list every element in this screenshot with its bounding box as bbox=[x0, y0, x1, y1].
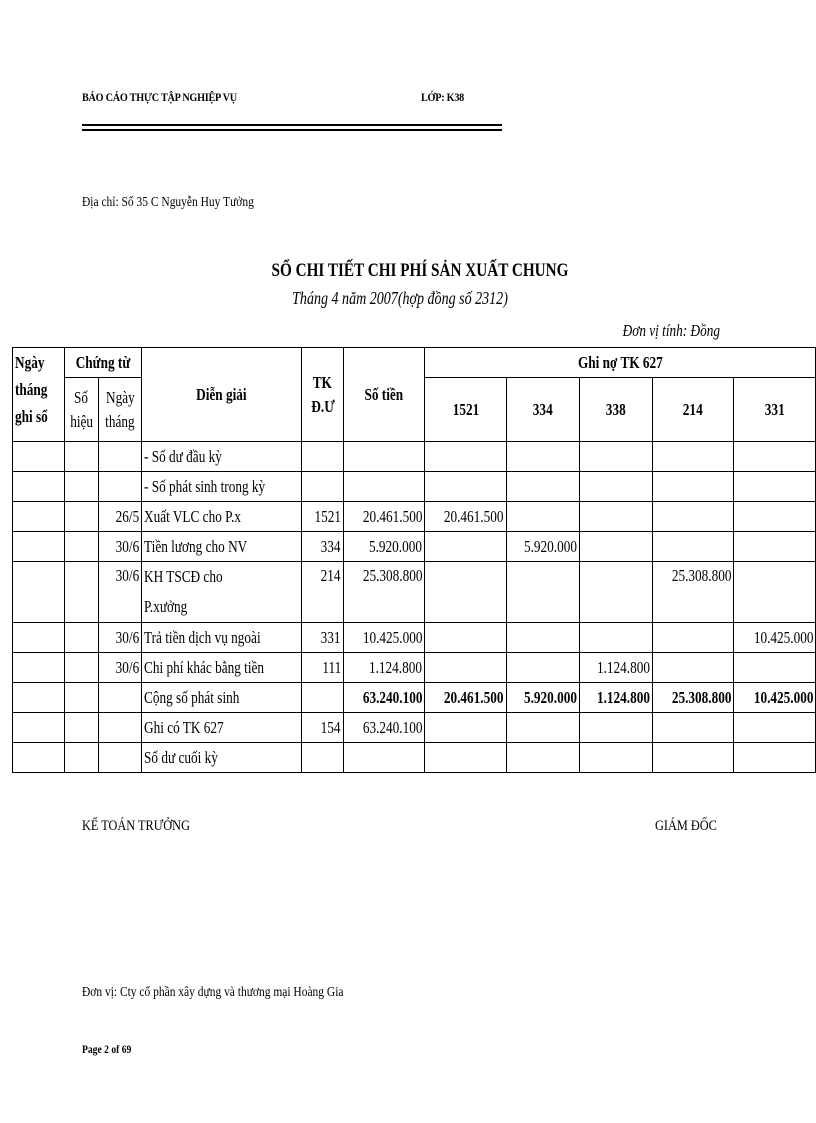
col-header-1521: 1521 bbox=[425, 378, 507, 442]
header-tk-line2: Đ.Ư bbox=[310, 396, 335, 416]
cell-dien-giai: - Số phát sinh trong kỳ bbox=[142, 472, 302, 502]
header-rule-top bbox=[82, 124, 502, 126]
report-title: BÁO CÁO THỰC TẬP NGHIỆP VỤ bbox=[82, 90, 237, 104]
page-number: Page 2 of 69 bbox=[82, 1042, 132, 1056]
cell-331 bbox=[734, 653, 816, 683]
table-row bbox=[13, 442, 816, 472]
cell-1521 bbox=[425, 743, 507, 773]
cell-ngay-ghi bbox=[13, 743, 65, 773]
col-header-chung-tu: Chứng từ bbox=[64, 348, 142, 378]
table-row bbox=[13, 713, 816, 743]
cell-331 bbox=[734, 502, 816, 532]
cell-334 bbox=[506, 623, 579, 653]
header-ngay-line1: Ngày bbox=[15, 353, 45, 372]
col-header-ghi-no: Ghi nợ TK 627 bbox=[425, 348, 816, 378]
cell-so-tien: 1.124.800 bbox=[343, 653, 425, 683]
cell-ngay bbox=[99, 683, 142, 713]
cell-1521: 20.461.500 bbox=[425, 502, 507, 532]
totals-row bbox=[13, 683, 816, 713]
cell-so-tien: 10.425.000 bbox=[343, 623, 425, 653]
cell-dien-giai: Ghi có TK 627 bbox=[142, 713, 302, 743]
cell-dien-giai: Cộng số phát sinh bbox=[142, 683, 302, 713]
cell-334 bbox=[506, 653, 579, 683]
header-ngaythang-line2: tháng bbox=[105, 411, 135, 431]
cell-214: 25.308.800 bbox=[652, 562, 734, 623]
address-line: Địa chỉ: Số 35 C Nguyễn Huy Tưởng bbox=[82, 195, 254, 210]
cell-dien-giai: Xuất VLC cho P.x bbox=[142, 502, 302, 532]
col-header-so-tien: Số tiền bbox=[343, 348, 425, 442]
class-label: LỚP: K38 bbox=[421, 90, 465, 104]
cell-so-tien: 63.240.100 bbox=[343, 713, 425, 743]
col-header-dien-giai: Diễn giải bbox=[142, 348, 302, 442]
cell-338 bbox=[579, 472, 652, 502]
cell-dien-giai: - Số dư đầu kỳ bbox=[142, 442, 302, 472]
cell-334 bbox=[506, 502, 579, 532]
cell-331 bbox=[734, 472, 816, 502]
cell-ngay: 30/6 bbox=[99, 562, 142, 623]
cell-331: 10.425.000 bbox=[734, 623, 816, 653]
cell-1521 bbox=[425, 472, 507, 502]
cell-334 bbox=[506, 713, 579, 743]
cell-ngay-ghi bbox=[13, 683, 65, 713]
cell-so-hieu bbox=[64, 442, 99, 472]
header-tk-line1: TK bbox=[313, 372, 333, 392]
cell-331 bbox=[734, 743, 816, 773]
cell-ngay bbox=[99, 713, 142, 743]
cell-338 bbox=[579, 442, 652, 472]
cell-214 bbox=[652, 442, 734, 472]
cell-334: 5.920.000 bbox=[506, 532, 579, 562]
cell-ngay-ghi bbox=[13, 472, 65, 502]
cell-214 bbox=[652, 713, 734, 743]
cell-331 bbox=[734, 713, 816, 743]
cell-338 bbox=[579, 532, 652, 562]
cell-214 bbox=[652, 472, 734, 502]
cell-ngay-ghi bbox=[13, 653, 65, 683]
cell-dien-giai bbox=[142, 562, 302, 623]
company-unit-line: Đơn vị: Cty cổ phần xây dựng và thương mại Hoàng Gia bbox=[82, 985, 344, 1000]
cell-331 bbox=[734, 562, 816, 623]
cell-338 bbox=[579, 713, 652, 743]
cell-so-tien: 5.920.000 bbox=[343, 532, 425, 562]
cell-331: 10.425.000 bbox=[734, 683, 816, 713]
dien-giai-line1: KH TSCĐ cho bbox=[144, 567, 223, 586]
header-ngaythang-line1: Ngày bbox=[105, 387, 135, 407]
cell-214 bbox=[652, 653, 734, 683]
table-row bbox=[13, 562, 816, 623]
cell-338: 1.124.800 bbox=[579, 653, 652, 683]
header-ngay-line3: ghi sổ bbox=[15, 407, 48, 426]
col-header-so-hieu bbox=[64, 378, 99, 442]
ledger-table bbox=[12, 347, 816, 773]
cell-so-hieu bbox=[64, 653, 99, 683]
cell-331 bbox=[734, 442, 816, 472]
cell-338: 1.124.800 bbox=[579, 683, 652, 713]
cell-214 bbox=[652, 623, 734, 653]
cell-ngay-ghi bbox=[13, 532, 65, 562]
cell-334 bbox=[506, 442, 579, 472]
signature-chief-accountant: KẾ TOÁN TRƯỞNG bbox=[82, 818, 190, 834]
table-row bbox=[13, 743, 816, 773]
cell-334: 5.920.000 bbox=[506, 683, 579, 713]
cell-dien-giai: Trả tiền dịch vụ ngoài bbox=[142, 623, 302, 653]
col-header-334: 334 bbox=[506, 378, 579, 442]
cell-so-tien bbox=[343, 743, 425, 773]
cell-1521 bbox=[425, 713, 507, 743]
cell-338 bbox=[579, 623, 652, 653]
cell-1521 bbox=[425, 562, 507, 623]
col-header-338: 338 bbox=[579, 378, 652, 442]
col-header-214: 214 bbox=[652, 378, 734, 442]
cell-tk: 334 bbox=[302, 532, 344, 562]
cell-so-hieu bbox=[64, 743, 99, 773]
cell-dien-giai: Tiền lương cho NV bbox=[142, 532, 302, 562]
cell-214 bbox=[652, 532, 734, 562]
cell-214 bbox=[652, 743, 734, 773]
col-header-tk-du bbox=[302, 348, 344, 442]
cell-ngay: 30/6 bbox=[99, 623, 142, 653]
cell-so-tien bbox=[343, 472, 425, 502]
cell-338 bbox=[579, 502, 652, 532]
cell-ngay bbox=[99, 442, 142, 472]
cell-tk bbox=[302, 472, 344, 502]
document-subtitle: Tháng 4 năm 2007(hợp đồng số 2312) bbox=[292, 288, 508, 308]
cell-so-hieu bbox=[64, 472, 99, 502]
cell-ngay bbox=[99, 743, 142, 773]
table-row bbox=[13, 532, 816, 562]
cell-tk: 331 bbox=[302, 623, 344, 653]
cell-ngay: 26/5 bbox=[99, 502, 142, 532]
cell-so-hieu bbox=[64, 713, 99, 743]
cell-so-tien: 20.461.500 bbox=[343, 502, 425, 532]
currency-unit: Đơn vị tính: Đồng bbox=[622, 321, 720, 340]
cell-214 bbox=[652, 502, 734, 532]
cell-ngay: 30/6 bbox=[99, 532, 142, 562]
cell-so-hieu bbox=[64, 532, 99, 562]
cell-so-tien: 63.240.100 bbox=[343, 683, 425, 713]
cell-1521 bbox=[425, 442, 507, 472]
cell-ngay-ghi bbox=[13, 502, 65, 532]
cell-so-tien bbox=[343, 442, 425, 472]
table-row bbox=[13, 502, 816, 532]
cell-1521 bbox=[425, 653, 507, 683]
cell-so-hieu bbox=[64, 562, 99, 623]
cell-334 bbox=[506, 562, 579, 623]
cell-ngay-ghi bbox=[13, 442, 65, 472]
header-sohieu-line2: hiệu bbox=[69, 411, 93, 431]
cell-so-tien: 25.308.800 bbox=[343, 562, 425, 623]
header-ngay-line2: tháng bbox=[15, 380, 48, 399]
cell-334 bbox=[506, 743, 579, 773]
cell-ngay-ghi bbox=[13, 623, 65, 653]
header-rule-bottom bbox=[82, 129, 502, 131]
col-header-ngay-thang bbox=[99, 378, 142, 442]
cell-tk bbox=[302, 743, 344, 773]
header-sohieu-line1: Số bbox=[74, 387, 89, 407]
cell-ngay bbox=[99, 472, 142, 502]
cell-tk: 154 bbox=[302, 713, 344, 743]
cell-338 bbox=[579, 743, 652, 773]
table-row bbox=[13, 653, 816, 683]
cell-214: 25.308.800 bbox=[652, 683, 734, 713]
header-row-1 bbox=[13, 348, 816, 378]
cell-1521: 20.461.500 bbox=[425, 683, 507, 713]
cell-ngay: 30/6 bbox=[99, 653, 142, 683]
table-row bbox=[13, 472, 816, 502]
signature-director: GIÁM ĐỐC bbox=[655, 818, 717, 834]
cell-dien-giai: Số dư cuối kỳ bbox=[142, 743, 302, 773]
dien-giai-line2: P.xưởng bbox=[144, 597, 188, 616]
col-header-331: 331 bbox=[734, 378, 816, 442]
cell-331 bbox=[734, 532, 816, 562]
cell-334 bbox=[506, 472, 579, 502]
cell-tk: 1521 bbox=[302, 502, 344, 532]
table-row bbox=[13, 623, 816, 653]
cell-1521 bbox=[425, 623, 507, 653]
cell-so-hieu bbox=[64, 623, 99, 653]
cell-tk: 214 bbox=[302, 562, 344, 623]
cell-tk bbox=[302, 442, 344, 472]
col-header-ngay-ghi-so bbox=[13, 348, 65, 442]
cell-so-hieu bbox=[64, 502, 99, 532]
cell-dien-giai: Chi phí khác bằng tiền bbox=[142, 653, 302, 683]
cell-so-hieu bbox=[64, 683, 99, 713]
document-title: SỔ CHI TIẾT CHI PHÍ SẢN XUẤT CHUNG bbox=[271, 260, 569, 281]
cell-ngay-ghi bbox=[13, 713, 65, 743]
cell-tk: 111 bbox=[302, 653, 344, 683]
cell-tk bbox=[302, 683, 344, 713]
cell-338 bbox=[579, 562, 652, 623]
cell-1521 bbox=[425, 532, 507, 562]
cell-ngay-ghi bbox=[13, 562, 65, 623]
